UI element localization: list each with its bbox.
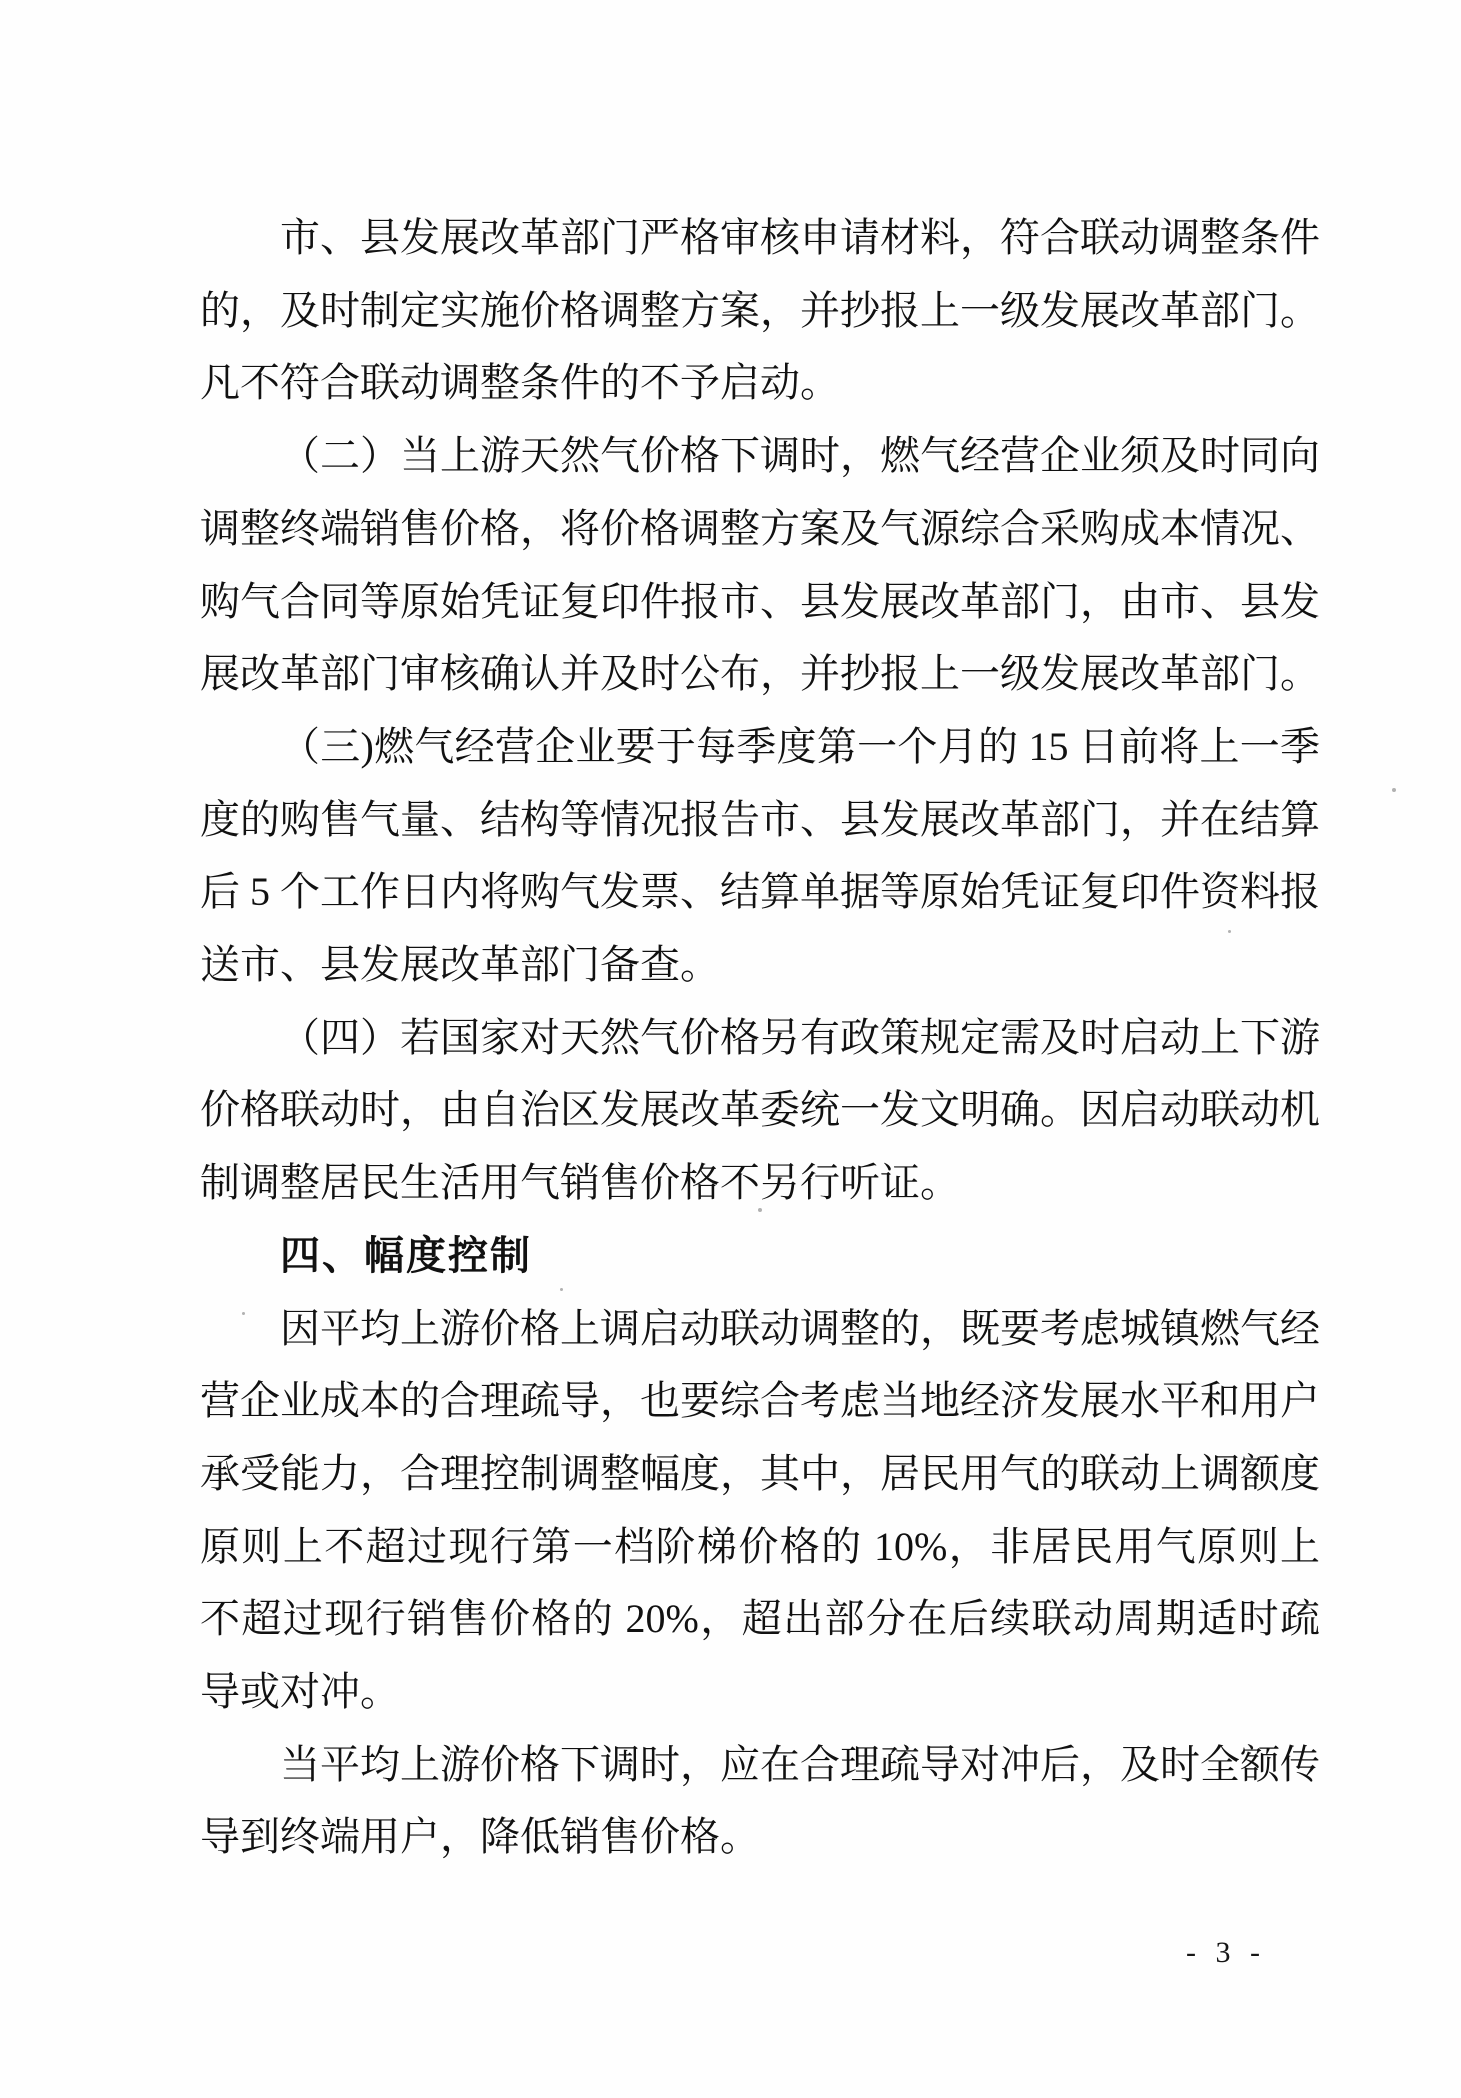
scan-speck	[1228, 930, 1231, 933]
paragraph-review-approval: 市、县发展改革部门严格审核申请材料，符合联动调整条件的，及时制定实施价格调整方案，并抄报上一级发展改革部门。凡不符合联动调整条件的不予启动。	[200, 215, 1320, 406]
document-body	[200, 202, 1320, 1874]
scan-speck	[1392, 788, 1396, 792]
paragraph-downward-passthrough: 当平均上游价格下调时，应在合理疏导对冲后，及时全额传导到终端用户，降低销售价格。	[200, 1741, 1320, 1860]
scan-speck	[758, 1208, 762, 1212]
scan-speck	[242, 1312, 245, 1315]
page-number: - 3 -	[1186, 1936, 1266, 1969]
paragraph-adjustment-limits: 因平均上游价格上调启动联动调整的，既要考虑城镇燃气经营企业成本的合理疏导，也要综合考虑当地经济发展水平和用户承受能力，合理控制调整幅度，其中，居民用气的联动上调额度原则上不超过现行第一档阶梯价格的 10%，非居民用气原则上不超过现行销售价格的 20%，超出部分在后续联动周期适时疏导或对冲。	[200, 1305, 1320, 1715]
paragraph-item-3-quarterly-report: （三)燃气经营企业要于每季度第一个月的 15 日前将上一季度的购售气量、结构等情况报告市、县发展改革部门，并在结算后 5 个工作日内将购气发票、结算单据等原始凭证复印件资料报送市、县发展改革部门备查。	[200, 723, 1320, 988]
section-heading-amplitude-control: 四、幅度控制	[280, 1233, 532, 1278]
paragraph-item-2-price-decrease: （二）当上游天然气价格下调时，燃气经营企业须及时同向调整终端销售价格，将价格调整方案及气源综合采购成本情况、购气合同等原始凭证复印件报市、县发展改革部门，由市、县发展改革部门审核确认并及时公布，并抄报上一级发展改革部门。	[200, 433, 1320, 697]
paragraph-item-4-national-policy: （四）若国家对天然气价格另有政策规定需及时启动上下游价格联动时，由自治区发展改革委统一发文明确。因启动联动机制调整居民生活用气销售价格不另行听证。	[200, 1014, 1320, 1206]
scan-speck	[560, 1288, 563, 1291]
